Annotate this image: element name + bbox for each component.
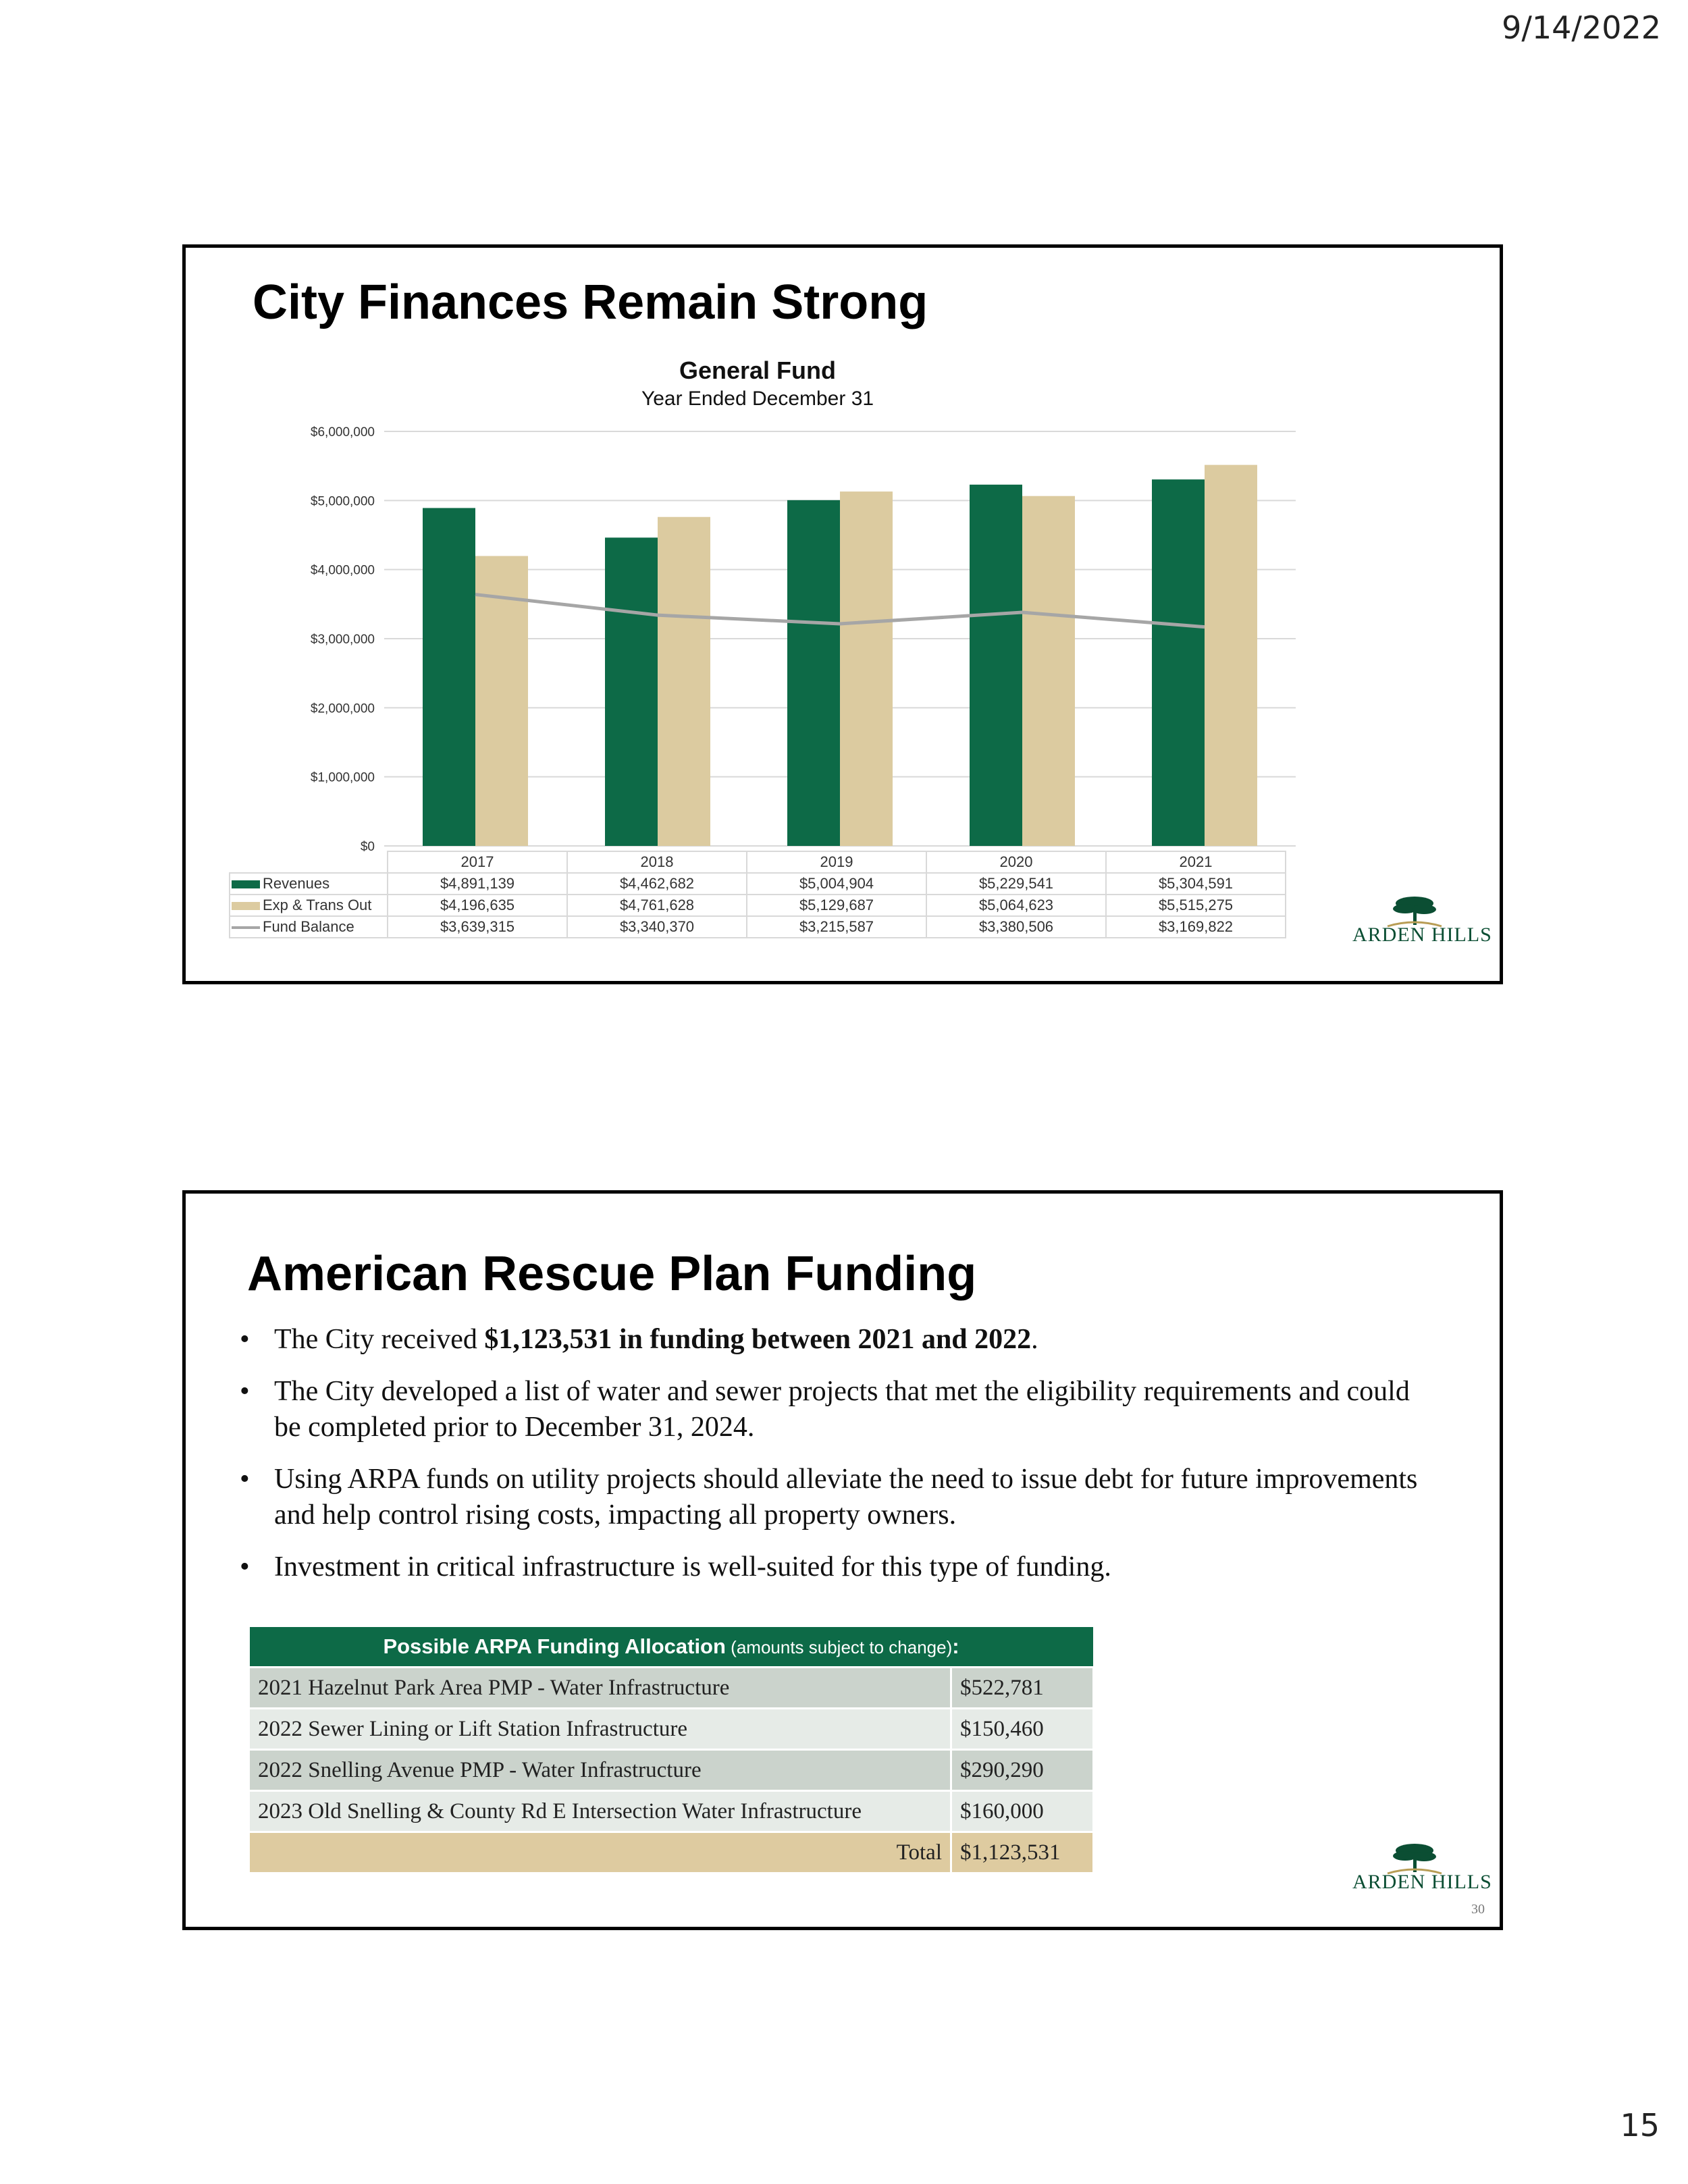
logo-text: ARDEN HILLS (1352, 1871, 1492, 1893)
arpa-allocation-table (248, 1626, 1094, 1874)
logo-text: ARDEN HILLS (1352, 924, 1492, 946)
legend-label: Fund Balance (263, 918, 354, 935)
chart-title: General Fund (679, 356, 837, 384)
category-label: 2020 (926, 851, 1106, 873)
legend-swatch (232, 926, 260, 929)
data-value: $5,515,275 (1106, 895, 1286, 916)
category-label: 2021 (1106, 851, 1286, 873)
data-value: $5,004,904 (747, 873, 926, 895)
bar-exp-trans-out (840, 491, 893, 846)
slide-city-finances (182, 244, 1503, 984)
data-value: $4,462,682 (567, 873, 747, 895)
legend-entry (230, 916, 388, 938)
bar-exp-trans-out (658, 517, 710, 846)
data-value: $3,639,315 (388, 916, 567, 938)
table-header-colon: : (952, 1634, 959, 1658)
project-cell: 2021 Hazelnut Park Area PMP - Water Infrastructure (249, 1668, 951, 1709)
chart-subtitle: Year Ended December 31 (641, 388, 874, 410)
amount-cell: $290,290 (951, 1750, 1094, 1791)
data-value: $3,340,370 (567, 916, 747, 938)
slide-arpa-funding (182, 1190, 1503, 1930)
chart-data-table (229, 851, 1286, 938)
data-value: $5,064,623 (926, 895, 1106, 916)
total-label: Total (249, 1832, 951, 1873)
total-amount: $1,123,531 (951, 1832, 1094, 1873)
amount-cell: $522,781 (951, 1668, 1094, 1709)
bullet-text: The City received (274, 1324, 485, 1355)
table-row (249, 1709, 1094, 1750)
chart-table-row (230, 916, 1286, 938)
data-value: $4,761,628 (567, 895, 747, 916)
bar-revenues (423, 508, 475, 846)
y-tick-label: $4,000,000 (310, 563, 375, 578)
page-number: 15 (1620, 2107, 1660, 2143)
amount-cell: $160,000 (951, 1791, 1094, 1832)
data-value: $3,215,587 (747, 916, 926, 938)
bar-revenues (1152, 479, 1205, 846)
table-header-title: Possible ARPA Funding Allocation (383, 1634, 726, 1658)
y-tick-label: $1,000,000 (310, 770, 375, 785)
slide-number: 30 (1471, 1902, 1485, 1917)
bullet-text: . (1031, 1324, 1038, 1355)
slide-title: American Rescue Plan Funding (247, 1247, 977, 1301)
bullet-bold-text: $1,123,531 in funding between 2021 and 2022 (484, 1324, 1032, 1355)
category-label: 2019 (747, 851, 926, 873)
amount-cell: $150,460 (951, 1709, 1094, 1750)
y-tick-label: $0 (360, 840, 375, 854)
bar-exp-trans-out (1205, 465, 1257, 846)
data-value: $4,891,139 (388, 873, 567, 895)
chart-table-header-row (230, 851, 1286, 873)
arden-hills-logo (1347, 891, 1492, 959)
bar-revenues (787, 500, 840, 846)
data-value: $5,304,591 (1106, 873, 1286, 895)
y-tick-label: $5,000,000 (310, 494, 375, 509)
data-value: $3,169,822 (1106, 916, 1286, 938)
legend-label: Exp & Trans Out (263, 897, 372, 913)
legend-entry (230, 895, 388, 916)
y-tick-label: $6,000,000 (310, 425, 375, 440)
table-header (249, 1626, 1094, 1668)
bullet-item: • Using ARPA funds on utility projects should alleviate the need to issue debt for future improvements and help control rising costs, impacting all property owners. (240, 1462, 1428, 1533)
data-value: $5,129,687 (747, 895, 926, 916)
legend-swatch (232, 880, 260, 888)
page-date: 9/14/2022 (1502, 9, 1661, 46)
slide-title: City Finances Remain Strong (253, 275, 928, 329)
total-row (249, 1832, 1094, 1873)
data-value: $3,380,506 (926, 916, 1106, 938)
bar-exp-trans-out (1022, 496, 1075, 846)
table-row (249, 1750, 1094, 1791)
arden-hills-logo (1347, 1838, 1492, 1906)
legend-label: Revenues (263, 875, 330, 892)
bar-revenues (970, 485, 1022, 846)
table-row (249, 1791, 1094, 1832)
legend-entry (230, 873, 388, 895)
category-label: 2018 (567, 851, 747, 873)
project-cell: 2022 Snelling Avenue PMP - Water Infrastructure (249, 1750, 951, 1791)
bullet-item: • Investment in critical infrastructure is well-suited for this type of funding. (240, 1549, 1428, 1585)
table-header-note: (amounts subject to change) (725, 1637, 953, 1657)
legend-swatch (232, 902, 260, 910)
project-cell: 2023 Old Snelling & County Rd E Intersection Water Infrastructure (249, 1791, 951, 1832)
data-value: $4,196,635 (388, 895, 567, 916)
project-cell: 2022 Sewer Lining or Lift Station Infrastructure (249, 1709, 951, 1750)
bullet-item (240, 1322, 1428, 1358)
bullet-item: • The City developed a list of water and sewer projects that met the eligibility requirements and could be completed prior to December 31, 2024. (240, 1374, 1428, 1445)
chart-table-row (230, 873, 1286, 895)
category-label: 2017 (388, 851, 567, 873)
bullet-list (240, 1322, 1428, 1601)
y-tick-label: $3,000,000 (310, 633, 375, 647)
table-row (249, 1668, 1094, 1709)
chart-table-row (230, 895, 1286, 916)
bar-revenues (605, 537, 658, 846)
empty-cell (230, 851, 388, 873)
y-tick-label: $2,000,000 (310, 701, 375, 716)
data-value: $5,229,541 (926, 873, 1106, 895)
